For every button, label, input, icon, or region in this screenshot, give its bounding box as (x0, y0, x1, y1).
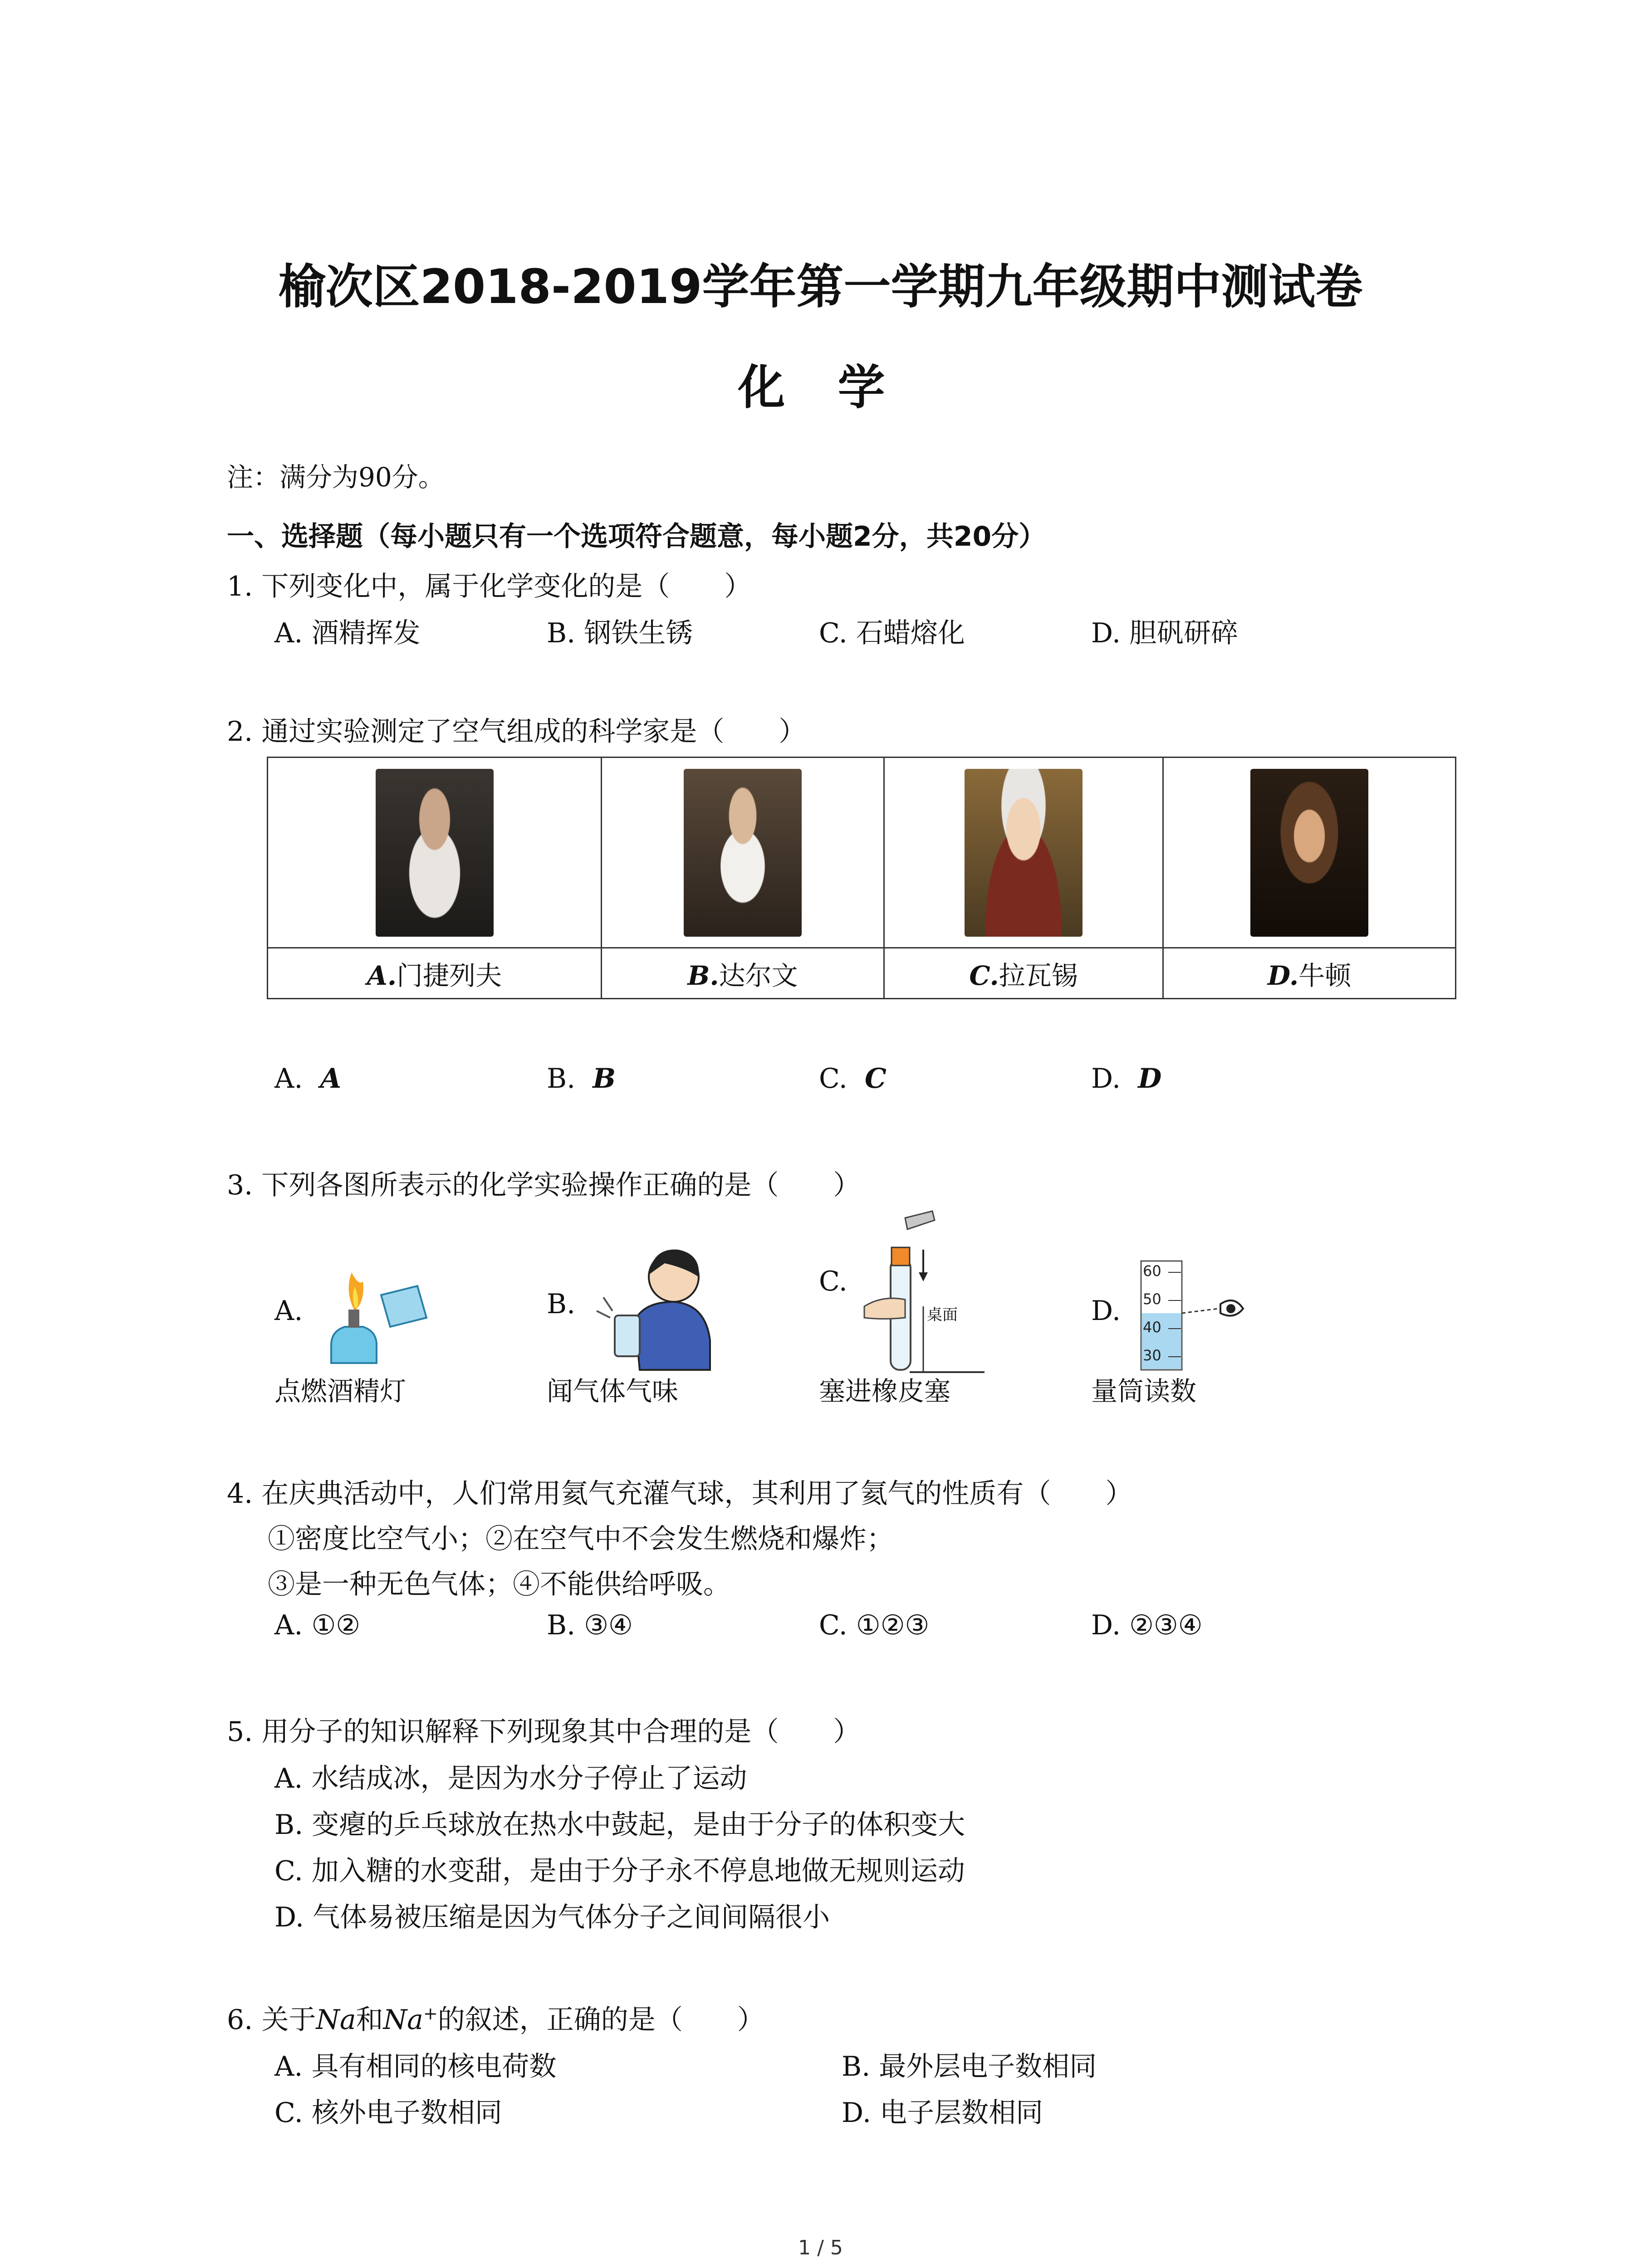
tick-40: 40 (1143, 1319, 1161, 1336)
subject-title: 化 学 (738, 360, 903, 415)
scientist-b-portrait (684, 769, 802, 937)
q3-caption-a: 点燃酒精灯 (274, 1376, 407, 1407)
q1-option-d[interactable]: D. 胆矾研碎 (1091, 617, 1239, 649)
q4-option-c[interactable]: C. ①②③ (819, 1609, 930, 1641)
q6-option-a[interactable]: A. 具有相同的核电荷数 (274, 2051, 557, 2082)
score-note: 注：满分为90分。 (227, 462, 445, 493)
q5-option-c[interactable]: C. 加入糖的水变甜，是由于分子永不停息地做无规则运动 (274, 1855, 965, 1887)
q4-statement-line-2: ③是一种无色气体；④不能供给呼吸。 (268, 1569, 730, 1600)
q5-option-d[interactable]: D. 气体易被压缩是因为气体分子之间间隔很小 (274, 1901, 830, 1933)
q4-statement-line-1: ①密度比空气小；②在空气中不会发生燃烧和爆炸； (268, 1523, 894, 1555)
scientist-b-label: B.达尔文 (602, 948, 884, 999)
question-4-stem: 4. 在庆典活动中，人们常用氦气充灌气球，其利用了氦气的性质有（ ） (227, 1478, 1133, 1510)
q4-option-d[interactable]: D. ②③④ (1091, 1609, 1203, 1641)
scientist-a-label: A.门捷列夫 (268, 948, 602, 999)
scientist-a-cell (268, 758, 602, 948)
q2-option-a[interactable]: A. A (274, 1063, 342, 1095)
q1-option-c[interactable]: C. 石蜡熔化 (819, 617, 965, 649)
q3-option-d-label[interactable]: D. (1091, 1295, 1121, 1327)
desk-label: 桌面 (927, 1306, 958, 1324)
tick-30: 30 (1143, 1347, 1161, 1364)
question-5-stem: 5. 用分子的知识解释下列现象其中合理的是（ ） (227, 1716, 861, 1748)
question-3-stem: 3. 下列各图所表示的化学实验操作正确的是（ ） (227, 1169, 861, 1201)
section-heading: 一、选择题（每小题只有一个选项符合题意，每小题2分，共20分） (227, 521, 1046, 552)
q2-option-c[interactable]: C. C (819, 1063, 887, 1095)
scientist-d-portrait (1250, 769, 1368, 937)
tick-60: 60 (1143, 1262, 1161, 1280)
scientist-a-portrait (376, 769, 494, 937)
q1-option-a[interactable]: A. 酒精挥发 (274, 617, 421, 649)
scientist-d-cell (1163, 758, 1456, 948)
scientist-table (267, 757, 1456, 999)
q3-caption-c: 塞进橡皮塞 (819, 1376, 951, 1407)
question-6-stem: 6. 关于Na和Na+的叙述，正确的是（ ） (227, 2004, 764, 2036)
q4-option-a[interactable]: A. ①② (274, 1609, 361, 1641)
q3-caption-b: 闻气体气味 (547, 1376, 679, 1407)
q6-option-b[interactable]: B. 最外层电子数相同 (842, 2051, 1097, 2082)
q3-option-a-label[interactable]: A. (274, 1295, 303, 1327)
q2-option-d[interactable]: D. D (1091, 1063, 1162, 1095)
q5-option-a[interactable]: A. 水结成冰，是因为水分子停止了运动 (274, 1763, 747, 1794)
q5-option-b[interactable]: B. 变瘪的乒乓球放在热水中鼓起，是由于分子的体积变大 (274, 1809, 965, 1841)
q3-option-c-label[interactable]: C. (819, 1266, 847, 1297)
question-1-stem: 1. 下列变化中，属于化学变化的是（ ） (227, 571, 752, 602)
smelling-gas-figure (585, 1243, 717, 1374)
graduated-cylinder-figure (1136, 1259, 1250, 1372)
q6-option-c[interactable]: C. 核外电子数相同 (274, 2097, 502, 2129)
scientist-c-label: C.拉瓦锡 (884, 948, 1163, 999)
q3-caption-d: 量筒读数 (1091, 1376, 1197, 1407)
scientist-b-cell (602, 758, 884, 948)
q4-option-b[interactable]: B. ③④ (547, 1609, 633, 1641)
question-2-stem: 2. 通过实验测定了空气组成的科学家是（ ） (227, 716, 806, 748)
scientist-c-portrait (965, 769, 1083, 937)
page-number: 1 / 5 (798, 2236, 843, 2259)
rubber-stopper-figure (855, 1209, 987, 1377)
alcohol-lamp-figure (313, 1259, 431, 1377)
q3-option-b-label[interactable]: B. (547, 1288, 576, 1320)
scientist-d-label: D.牛顿 (1163, 948, 1456, 999)
q2-option-b[interactable]: B. B (547, 1063, 616, 1095)
q1-option-b[interactable]: B. 钢铁生锈 (547, 617, 693, 649)
q6-option-d[interactable]: D. 电子层数相同 (842, 2097, 1043, 2129)
scientist-c-cell (884, 758, 1163, 948)
exam-title: 榆次区2018-2019学年第一学期九年级期中测试卷 (278, 259, 1363, 314)
tick-50: 50 (1143, 1290, 1161, 1308)
